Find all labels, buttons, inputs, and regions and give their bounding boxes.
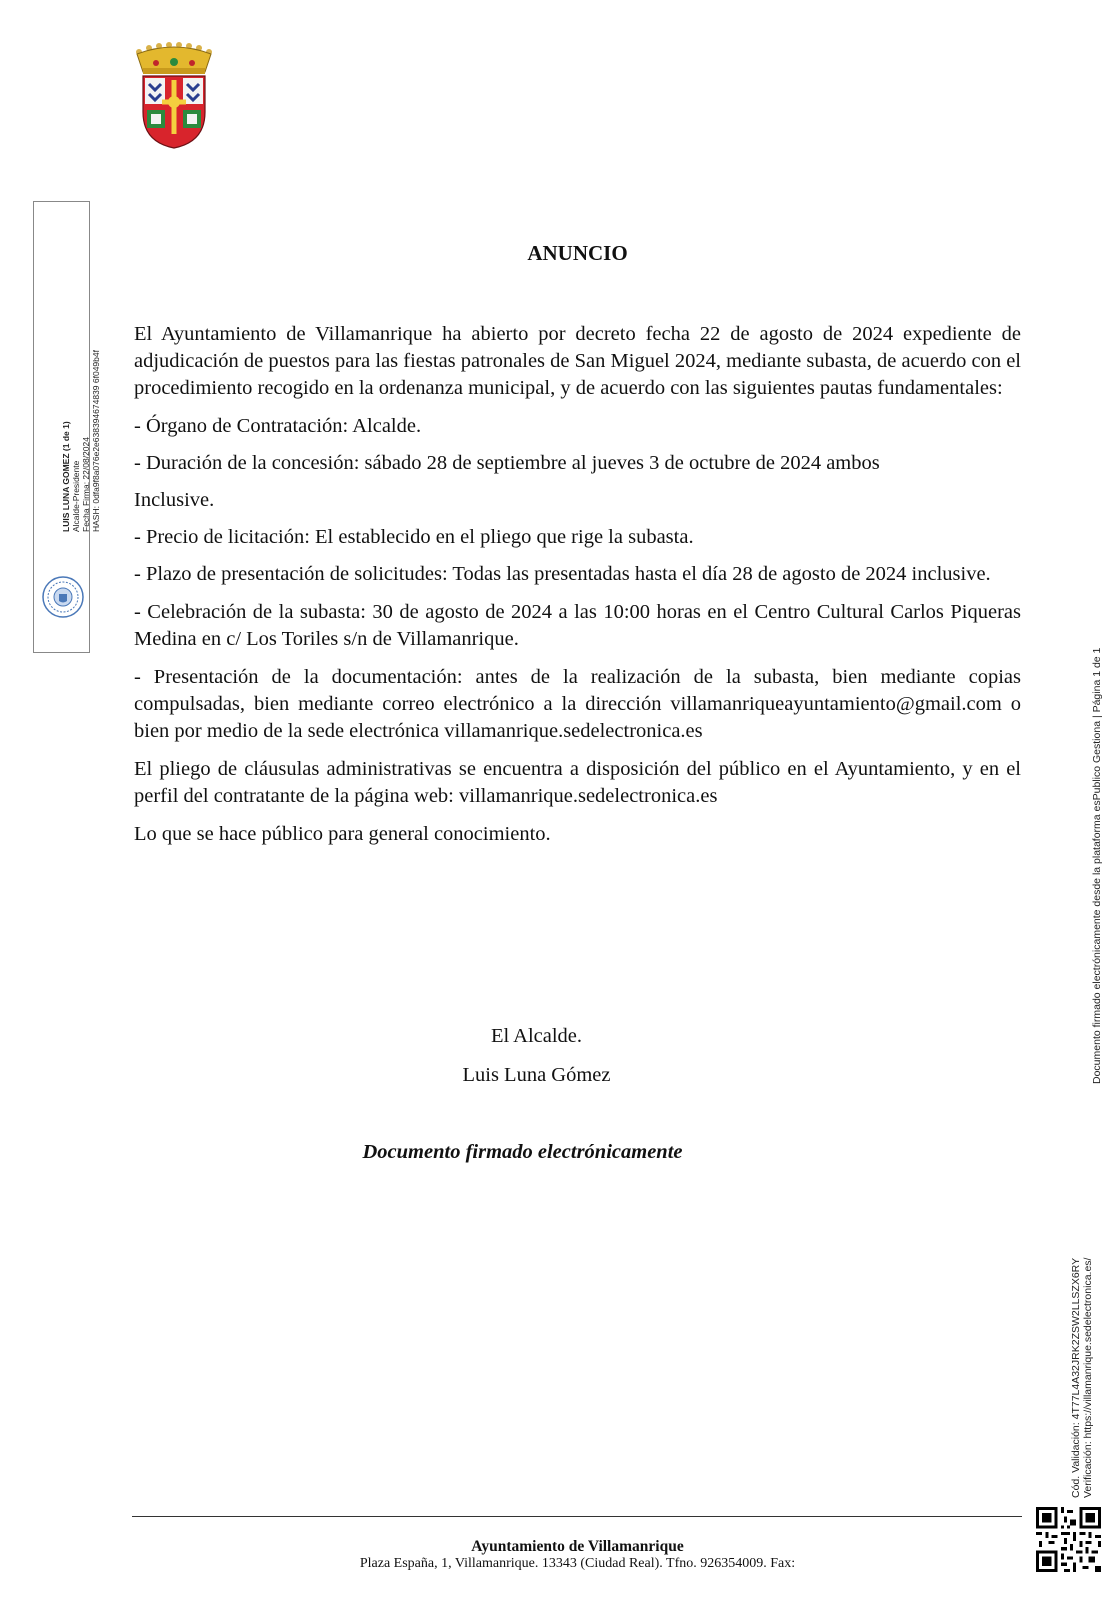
document-title: ANUNCIO	[527, 241, 628, 265]
paragraph-precio: - Precio de licitación: El establecido en el pliego que rige la subasta.	[134, 526, 694, 548]
signer-title: El Alcalde.	[490, 1025, 583, 1047]
verification-block	[1070, 1258, 1094, 1498]
document-body	[134, 321, 1021, 859]
verification-url: Verificación: https://villamanrique.sedelectronica.es/	[1082, 1257, 1094, 1498]
paragraph-plazo: - Plazo de presentación de solicitudes: Todas las presentadas hasta el día 28 de agosto de 2024 inclusive.	[134, 563, 991, 585]
footer-address: Plaza España, 1, Villamanrique. 13343 (Ciudad Real). Tfno. 926354009. Fax:	[359, 1556, 796, 1571]
platform-note: Documento firmado electrónicamente desde la plataforma esPublico Gestiona | Página 1 de 1	[1091, 647, 1103, 1084]
footer-organization: Ayuntamiento de Villamanrique	[471, 1538, 684, 1555]
signed-electronically-note: Documento firmado electrónicamente	[362, 1141, 683, 1163]
paragraph-closing: Lo que se hace público para general conocimiento.	[134, 823, 551, 845]
paragraph-duracion: - Duración de la concesión: sábado 28 de septiembre al jueves 3 de octubre de 2024 ambos	[134, 452, 880, 474]
paragraph-presentacion: - Presentación de la documentación: antes de la realización de la subasta, bien mediante copias compulsadas, bien mediante correo electrónico a la dirección villamanriqueayuntamiento@gmail.com o bien por medio de la sede electrónica villamanrique.sedelectronica.es	[134, 666, 1021, 742]
validation-code: Cód. Validación: 4T77L4A32JRK2ZSW2LLSZX6RY	[1070, 1257, 1082, 1498]
paragraph-inclusive: Inclusive.	[134, 489, 215, 511]
signature-date: Fecha Firma: 22/08/2024	[81, 437, 91, 532]
official-seal-icon	[41, 575, 85, 619]
paragraph-organo: - Órgano de Contratación: Alcalde.	[134, 415, 422, 437]
signature-role: Alcalde-Presidente	[71, 460, 81, 532]
paragraph-intro: El Ayuntamiento de Villamanrique ha abierto por decreto fecha 22 de agosto de 2024 expediente de adjudicación de puestos para las fiestas patronales de San Miguel 2024, mediante subasta, de acuerdo con el procedimiento recogido en la ordenanza municipal, y de acuerdo con las siguientes pautas fundamentales:	[134, 323, 1021, 399]
signature-hash: HASH: 0dfa9f8a076e2e638394674839 6f049b4f	[91, 350, 101, 532]
footer-divider	[132, 1516, 1022, 1517]
signature-signer: LUIS LUNA GOMEZ (1 de 1)	[61, 421, 71, 532]
paragraph-pliego: El pliego de cláusulas administrativas se encuentra a disposición del público en el Ayuntamiento, y en el perfil del contratante de la página web: villamanrique.sedelectronica.es	[134, 758, 1021, 807]
paragraph-celebracion: - Celebración de la subasta: 30 de agosto de 2024 a las 10:00 horas en el Centro Cultural Carlos Piqueras Medina en c/ Los Toriles s/n de Villamanrique.	[134, 601, 1021, 650]
signer-name: Luis Luna Gómez	[462, 1064, 611, 1086]
signature-details	[61, 350, 101, 532]
coat-of-arms-icon	[131, 42, 217, 150]
